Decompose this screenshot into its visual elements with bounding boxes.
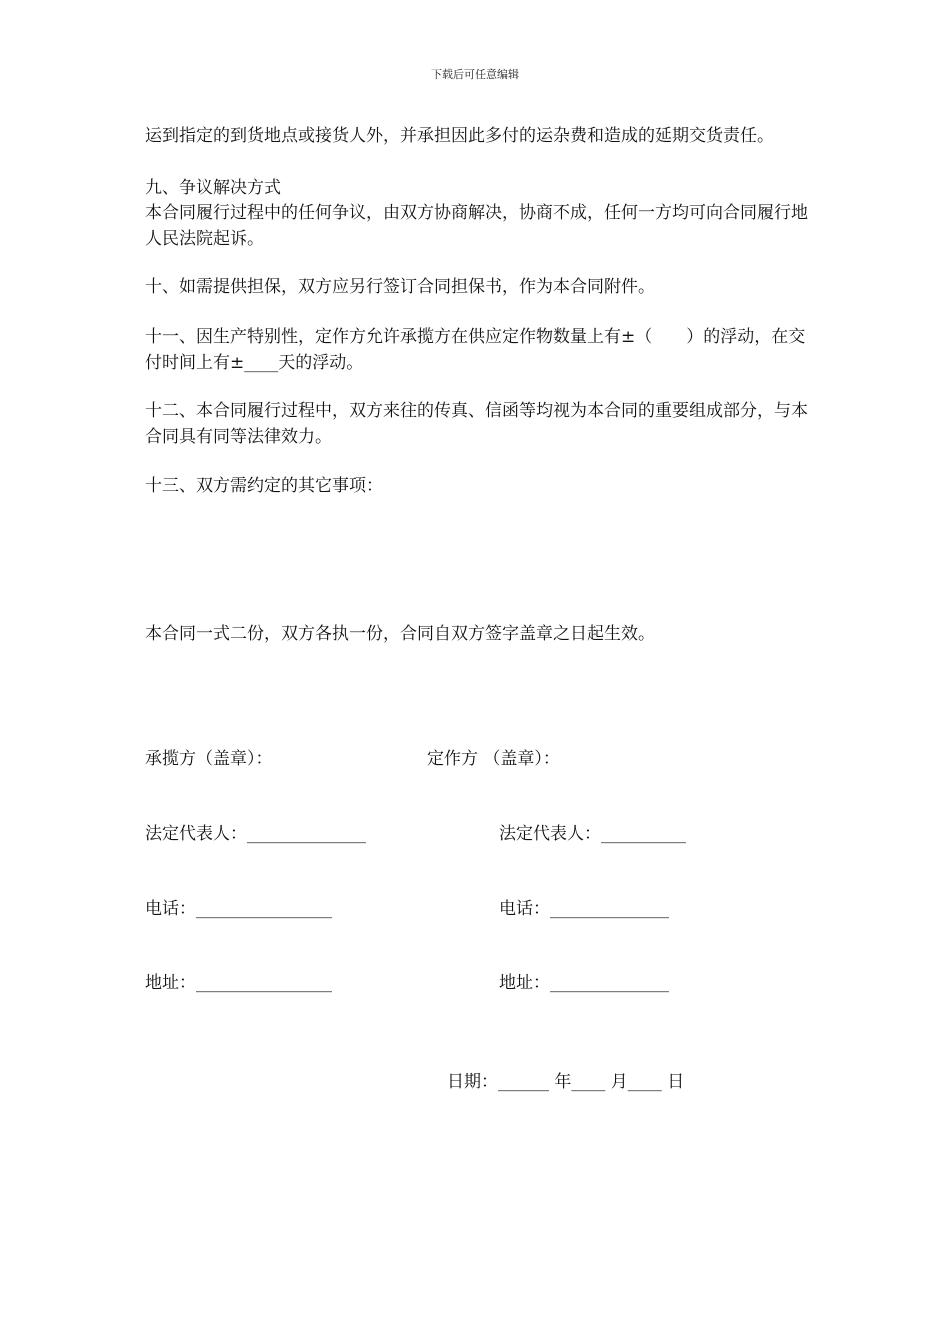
orderer-representative-field: 法定代表人：__________	[499, 824, 686, 844]
orderer-phone-field: 电话：______________	[499, 899, 669, 919]
section-12-text: 十二、本合同履行过程中，双方来往的传真、信函等均视为本合同的重要组成部分，与本合同具有同等法律效力。	[145, 401, 808, 447]
orderer-seal-label: 定作方 （盖章）：	[427, 749, 560, 769]
contractor-seal-label: 承揽方（盖章）：	[145, 749, 273, 769]
contractor-address-field: 地址：________________	[145, 973, 332, 993]
page-header: 下载后可任意编辑	[431, 68, 519, 81]
continued-paragraph: 运到指定的到货地点或接货人外，并承担因此多付的运杂费和造成的延期交货责任。	[145, 126, 774, 146]
section-10-text: 十、如需提供担保，双方应另行签订合同担保书，作为本合同附件。	[145, 277, 655, 297]
section-11-text: 十一、因生产特别性，定作方允许承揽方在供应定作物数量上有±（ ）的浮动，在交付时间上有±____天的浮动。	[145, 327, 806, 373]
section-9-heading: 九、争议解决方式	[145, 178, 281, 198]
effectiveness-clause: 本合同一式二份，双方各执一份，合同自双方签字盖章之日起生效。	[145, 624, 655, 644]
section-13-text: 十三、双方需约定的其它事项：	[145, 476, 383, 496]
orderer-address-field: 地址：______________	[499, 973, 669, 993]
signing-date-field: 日期：______ 年____ 月____ 日	[447, 1072, 685, 1092]
contractor-phone-field: 电话：________________	[145, 899, 332, 919]
section-9-text: 本合同履行过程中的任何争议，由双方协商解决，协商不成，任何一方均可向合同履行地人民法院起诉。	[145, 203, 808, 249]
contractor-representative-field: 法定代表人：______________	[145, 824, 366, 844]
